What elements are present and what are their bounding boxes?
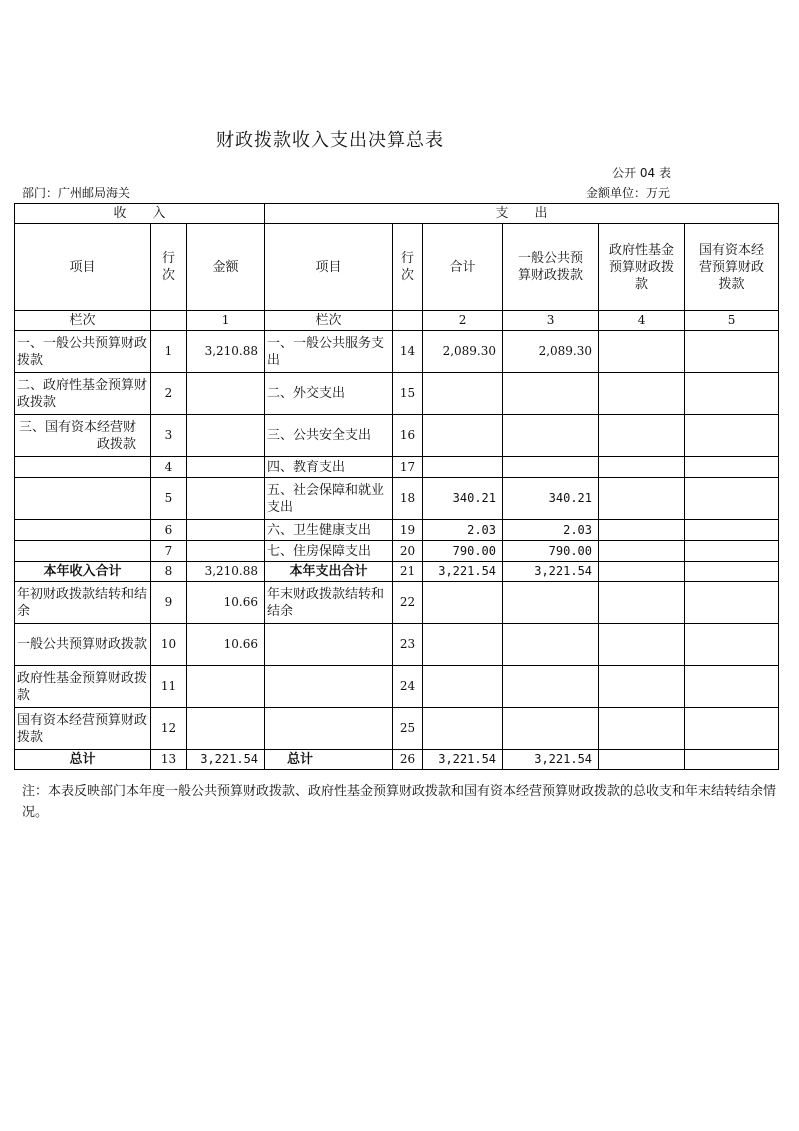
expense-row-no: 17 — [393, 457, 423, 478]
expense-general: 790.00 — [503, 541, 599, 562]
income-row-no: 6 — [151, 520, 187, 541]
table-row — [15, 457, 779, 478]
expense-item: 一、一般公共服务支出 — [265, 331, 393, 373]
income-section-header: 收 入 — [15, 204, 265, 224]
expense-state-capital — [685, 562, 779, 582]
income-row-no: 8 — [151, 562, 187, 582]
income-amount — [187, 666, 265, 708]
expense-gov-fund — [599, 624, 685, 666]
income-amount: 10.66 — [187, 624, 265, 666]
income-item: 国有资本经营预算财政拨款 — [15, 708, 151, 750]
expense-gov-fund — [599, 582, 685, 624]
income-item — [15, 520, 151, 541]
income-row-no: 9 — [151, 582, 187, 624]
expense-gov-fund — [599, 750, 685, 770]
section-header-row — [15, 204, 779, 224]
expense-total — [423, 373, 503, 415]
expense-general — [503, 457, 599, 478]
column-number-row — [15, 311, 779, 331]
income-row-no: 5 — [151, 478, 187, 520]
table-row — [15, 331, 779, 373]
income-item: 本年收入合计 — [15, 562, 151, 582]
income-row-no: 13 — [151, 750, 187, 770]
income-row-no: 12 — [151, 708, 187, 750]
expense-total: 340.21 — [423, 478, 503, 520]
general-budget-header: 一般公共预算财政拨款 — [503, 224, 599, 311]
expense-item: 四、教育支出 — [265, 457, 393, 478]
expense-row-no: 23 — [393, 624, 423, 666]
expense-item-header: 项目 — [265, 224, 393, 311]
column-number-4: 4 — [599, 311, 685, 331]
income-row-no: 11 — [151, 666, 187, 708]
expense-item: 七、住房保障支出 — [265, 541, 393, 562]
income-item: 总计 — [15, 750, 151, 770]
income-item-header: 项目 — [15, 224, 151, 311]
income-item: 政府性基金预算财政拨款 — [15, 666, 151, 708]
income-amount: 3,210.88 — [187, 562, 265, 582]
income-item — [15, 478, 151, 520]
table-row — [15, 373, 779, 415]
expense-state-capital — [685, 373, 779, 415]
income-row-no: 4 — [151, 457, 187, 478]
column-label-2: 栏次 — [265, 311, 393, 331]
expense-gov-fund — [599, 666, 685, 708]
column-number-2: 2 — [423, 311, 503, 331]
budget-table — [14, 203, 779, 770]
income-item: 一、一般公共预算财政拨款 — [15, 331, 151, 373]
expense-general: 340.21 — [503, 478, 599, 520]
table-row — [15, 750, 779, 770]
expense-item — [265, 666, 393, 708]
income-amount — [187, 478, 265, 520]
expense-total — [423, 415, 503, 457]
expense-state-capital — [685, 750, 779, 770]
expense-state-capital — [685, 582, 779, 624]
expense-general: 3,221.54 — [503, 562, 599, 582]
expense-row-no: 15 — [393, 373, 423, 415]
table-row — [15, 415, 779, 457]
income-row-no: 2 — [151, 373, 187, 415]
income-item: 三、国有资本经营财政拨款 — [15, 415, 151, 457]
table-row — [15, 478, 779, 520]
expense-gov-fund — [599, 478, 685, 520]
income-row-no: 1 — [151, 331, 187, 373]
expense-row-no: 22 — [393, 582, 423, 624]
expense-state-capital — [685, 541, 779, 562]
expense-general — [503, 666, 599, 708]
income-amount: 3,221.54 — [187, 750, 265, 770]
expense-gov-fund — [599, 562, 685, 582]
column-header-row — [15, 224, 779, 311]
expense-gov-fund — [599, 457, 685, 478]
income-row-no-header: 行 次 — [151, 224, 187, 311]
expense-row-no: 18 — [393, 478, 423, 520]
expense-gov-fund — [599, 541, 685, 562]
income-amount: 10.66 — [187, 582, 265, 624]
expense-general — [503, 373, 599, 415]
state-capital-header: 国有资本经营预算财政拨款 — [685, 224, 779, 311]
expense-total: 3,221.54 — [423, 750, 503, 770]
expense-item: 本年支出合计 — [265, 562, 393, 582]
expense-total: 790.00 — [423, 541, 503, 562]
income-amount — [187, 415, 265, 457]
expense-general: 2,089.30 — [503, 331, 599, 373]
table-row — [15, 624, 779, 666]
income-amount — [187, 541, 265, 562]
income-amount — [187, 520, 265, 541]
expense-state-capital — [685, 457, 779, 478]
expense-state-capital — [685, 520, 779, 541]
expense-state-capital — [685, 666, 779, 708]
expense-general: 3,221.54 — [503, 750, 599, 770]
income-row-no: 10 — [151, 624, 187, 666]
expense-item — [265, 624, 393, 666]
department-label: 部门：广州邮局海关 — [22, 186, 131, 200]
column-number-5: 5 — [685, 311, 779, 331]
expense-row-no-header: 行 次 — [393, 224, 423, 311]
gov-fund-header: 政府性基金预算财政拨款 — [599, 224, 685, 311]
expense-total: 2,089.30 — [423, 331, 503, 373]
expense-general — [503, 415, 599, 457]
form-number: 公开 04 表 — [612, 166, 671, 180]
expense-row-no: 24 — [393, 666, 423, 708]
income-amount — [187, 708, 265, 750]
expense-item — [265, 708, 393, 750]
table-row — [15, 541, 779, 562]
expense-total — [423, 624, 503, 666]
income-amount-header: 金额 — [187, 224, 265, 311]
expense-general: 2.03 — [503, 520, 599, 541]
expense-row-no: 19 — [393, 520, 423, 541]
expense-total — [423, 457, 503, 478]
expense-item: 年末财政拨款结转和结余 — [265, 582, 393, 624]
expense-total — [423, 708, 503, 750]
expense-row-no: 20 — [393, 541, 423, 562]
expense-row-no: 16 — [393, 415, 423, 457]
expense-total — [423, 666, 503, 708]
expense-state-capital — [685, 478, 779, 520]
expense-total: 3,221.54 — [423, 562, 503, 582]
income-item — [15, 457, 151, 478]
expense-item: 总计 — [265, 750, 393, 770]
expense-gov-fund — [599, 708, 685, 750]
expense-item: 二、外交支出 — [265, 373, 393, 415]
column-label: 栏次 — [15, 311, 151, 331]
expense-section-header: 支 出 — [265, 204, 779, 224]
income-amount: 3,210.88 — [187, 331, 265, 373]
column-number-1: 1 — [187, 311, 265, 331]
income-row-no: 7 — [151, 541, 187, 562]
amount-unit-label: 金额单位：万元 — [585, 186, 670, 200]
expense-row-no: 25 — [393, 708, 423, 750]
table-row — [15, 520, 779, 541]
expense-state-capital — [685, 415, 779, 457]
income-item — [15, 541, 151, 562]
table-row — [15, 666, 779, 708]
footnote: 注：本表反映部门本年度一般公共预算财政拨款、政府性基金预算财政拨款和国有资本经营预算财政拨款的总收支和年末结转结余情况。 — [22, 784, 777, 820]
income-item: 年初财政拨款结转和结余 — [15, 582, 151, 624]
expense-item: 三、公共安全支出 — [265, 415, 393, 457]
income-amount — [187, 373, 265, 415]
income-item: 二、政府性基金预算财政拨款 — [15, 373, 151, 415]
income-row-no: 3 — [151, 415, 187, 457]
expense-general — [503, 624, 599, 666]
expense-row-no: 14 — [393, 331, 423, 373]
income-amount — [187, 457, 265, 478]
empty-cell — [151, 311, 187, 331]
expense-row-no: 21 — [393, 562, 423, 582]
expense-general — [503, 582, 599, 624]
expense-state-capital — [685, 624, 779, 666]
table-row — [15, 582, 779, 624]
expense-state-capital — [685, 331, 779, 373]
expense-gov-fund — [599, 373, 685, 415]
expense-gov-fund — [599, 331, 685, 373]
expense-state-capital — [685, 708, 779, 750]
income-item: 一般公共预算财政拨款 — [15, 624, 151, 666]
expense-general — [503, 708, 599, 750]
table-row — [15, 562, 779, 582]
expense-gov-fund — [599, 415, 685, 457]
column-number-3: 3 — [503, 311, 599, 331]
table-row — [15, 708, 779, 750]
empty-cell — [393, 311, 423, 331]
expense-row-no: 26 — [393, 750, 423, 770]
expense-item: 五、社会保障和就业支出 — [265, 478, 393, 520]
expense-total-header: 合计 — [423, 224, 503, 311]
expense-item: 六、卫生健康支出 — [265, 520, 393, 541]
expense-total: 2.03 — [423, 520, 503, 541]
expense-total — [423, 582, 503, 624]
page-title: 财政拨款收入支出决算总表 — [216, 130, 444, 151]
expense-gov-fund — [599, 520, 685, 541]
